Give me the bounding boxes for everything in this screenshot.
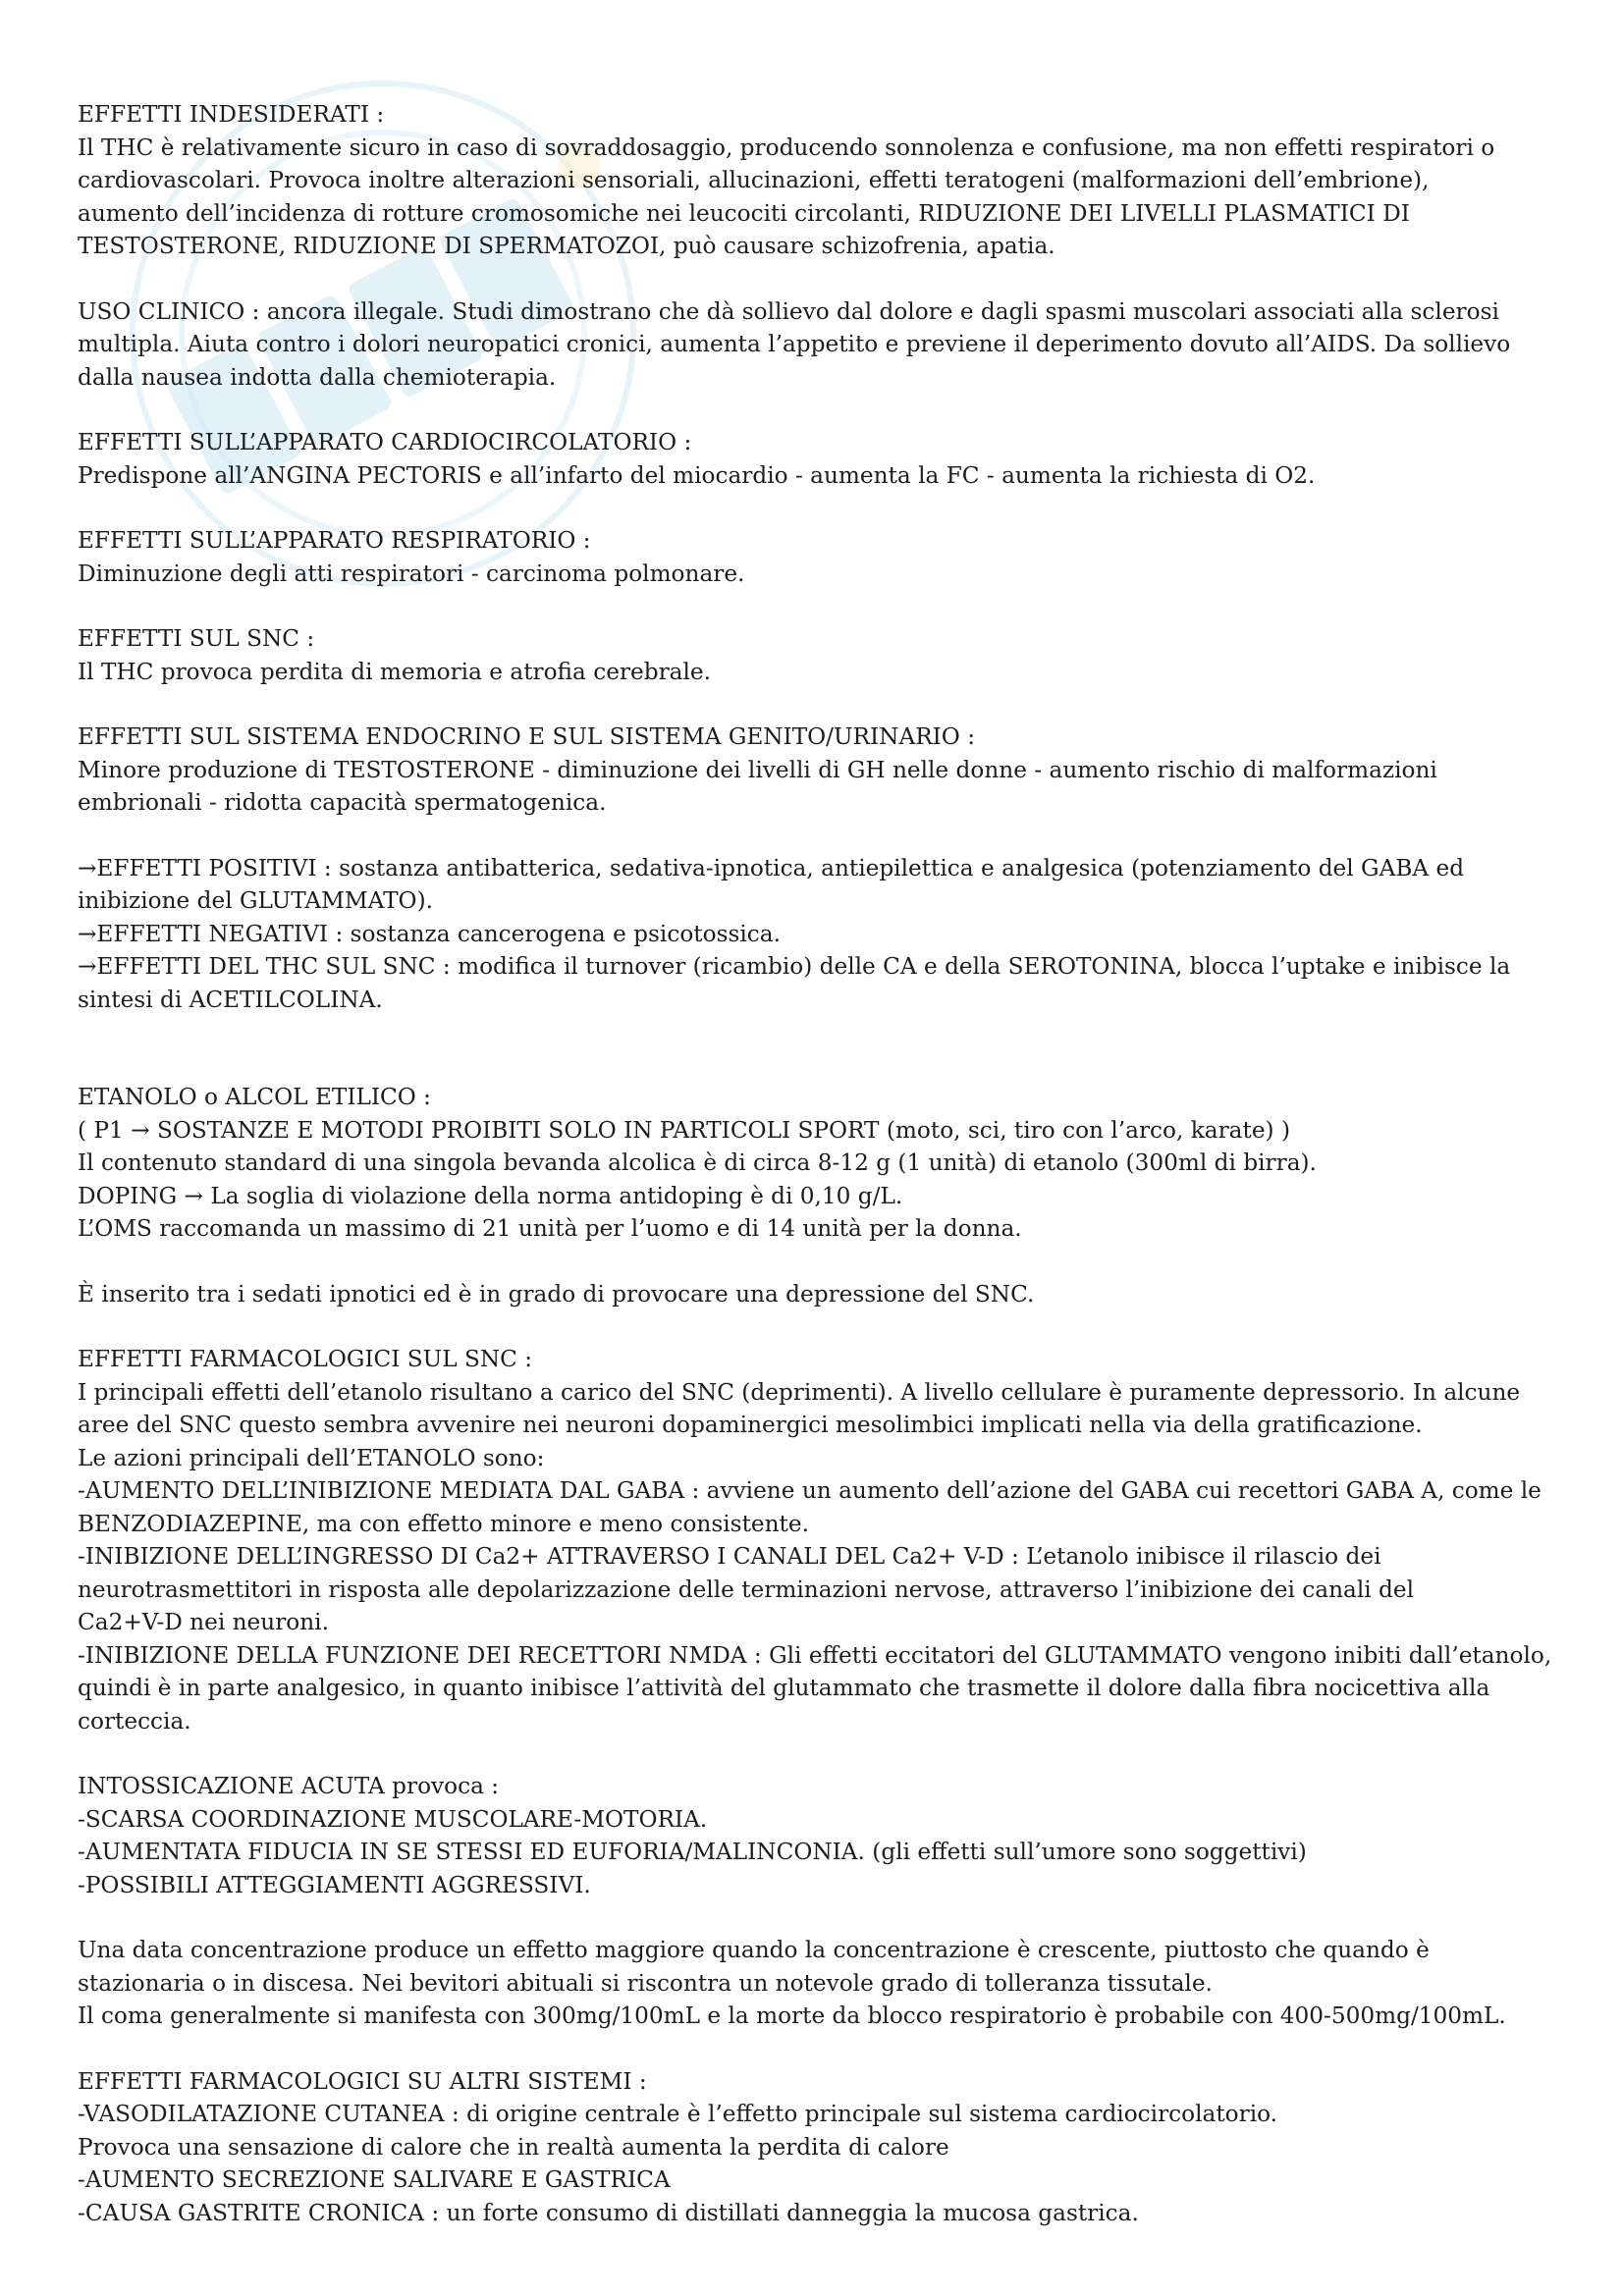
paragraph-line: corteccia. [78,1707,191,1735]
paragraph-line: TESTOSTERONE, RIDUZIONE DI SPERMATOZOI, può causare schizofrenia, apatia. [78,233,1055,259]
paragraph-line: cardiovascolari. Provoca inoltre alterazioni sensoriali, allucinazioni, effetti teratogeni (malformazioni dell’embrione), [78,167,1430,193]
paragraph-line: -INIBIZIONE DELLA FUNZIONE DEI RECETTORI NMDA : Gli effetti eccitatori del GLUTAMMATO vengono inibiti dall’etanolo, [78,1641,1552,1669]
paragraph-line: È inserito tra i sedati ipnotici ed è in grado di provocare una depressione del SNC. [78,1280,1035,1308]
paragraph-line: stazionaria o in discesa. Nei bevitori abituali si riscontra un notevole grado di tolleranza tissutale. [78,1969,1213,1997]
heading-acute-intoxication: INTOSSICAZIONE ACUTA provoca : [78,1773,500,1799]
paragraph-line: Minore produzione di TESTOSTERONE - diminuzione dei livelli di GH nelle donne - aumento rischio di malformazioni [78,756,1437,783]
paragraph-line: sintesi di ACETILCOLINA. [78,986,383,1013]
paragraph-line: neurotrasmettitori in risposta alle depolarizzazione delle terminazioni nervose, attraverso l’inibizione dei canali del [78,1575,1415,1603]
heading-endocrine-effects: EFFETTI SUL SISTEMA ENDOCRINO E SUL SISTEMA GENITO/URINARIO : [78,723,976,750]
paragraph-line: multipla. Aiuta contro i dolori neuropatici cronici, aumenta l’appetito e previene il deperimento dovuto all’AIDS. Da sollievo [78,331,1511,357]
heading-ethanol-snc-effects: EFFETTI FARMACOLOGICI SUL SNC : [78,1346,533,1372]
heading-snc-effects: EFFETTI SUL SNC : [78,625,315,652]
paragraph-line: Ca2+V-D nei neuroni. [78,1609,329,1635]
paragraph-line: Il coma generalmente si manifesta con 300mg/100mL e la morte da blocco respiratorio è probabile con 400-500mg/100mL. [78,2002,1506,2029]
paragraph-line: Predispone all’ANGINA PECTORIS e all’infarto del miocardio - aumenta la FC - aumenta la richiesta di O2. [78,461,1316,489]
heading-cardio-effects: EFFETTI SULL’APPARATO CARDIOCIRCOLATORIO : [78,429,692,455]
paragraph-line: -VASODILATAZIONE CUTANEA : di origine centrale è l’effetto principale sul sistema cardiocircolatorio. [78,2101,1278,2127]
paragraph-line: quindi è in parte analgesico, in quanto inibisce l’attività del glutammato che trasmette il dolore dalla fibra nocicettiva alla [78,1675,1490,1701]
paragraph-line: dalla nausea indotta dalla chemioterapia. [78,363,557,391]
paragraph-line: Una data concentrazione produce un effetto maggiore quando la concentrazione è crescente, piuttosto che quando è [78,1937,1430,1963]
paragraph-line: -CAUSA GASTRITE CRONICA : un forte consumo di distillati danneggia la mucosa gastrica. [78,2199,1139,2226]
paragraph-line: Il THC è relativamente sicuro in caso di sovraddosaggio, producendo sonnolenza e confusione, ma non effetti respiratori o [78,133,1495,161]
paragraph-line: embrionali - ridotta capacità spermatogenica. [78,789,607,816]
paragraph-line: Provoca una sensazione di calore che in realtà aumenta la perdita di calore [78,2133,949,2161]
heading-other-systems-effects: EFFETTI FARMACOLOGICI SU ALTRI SISTEMI : [78,2067,647,2095]
paragraph-line: Il contenuto standard di una singola bevanda alcolica è di circa 8-12 g (1 unità) di etanolo (300ml di birra). [78,1149,1317,1176]
heading-ethanol: ETANOLO o ALCOL ETILICO : [78,1084,431,1110]
paragraph-line: aree del SNC questo sembra avvenire nei neuroni dopaminergici mesolimbici implicati nella via della gratificazione. [78,1412,1423,1438]
paragraph-line: BENZODIAZEPINE, ma con effetto minore e meno consistente. [78,1510,809,1537]
paragraph-line: L’OMS raccomanda un massimo di 21 unità per l’uomo e di 14 unità per la donna. [78,1215,1022,1242]
bullet-negative-effects: →EFFETTI NEGATIVI : sostanza cancerogena e psicotossica. [78,920,781,947]
heading-undesired-effects: EFFETTI INDESIDERATI : [78,101,385,128]
paragraph-line: Le azioni principali dell’ETANOLO sono: [78,1444,545,1471]
paragraph-line: -AUMENTO DELL’INIBIZIONE MEDIATA DAL GABA : avviene un aumento dell’azione del GABA cui recettori GABA A, come le [78,1477,1542,1504]
paragraph-line: Diminuzione degli atti respiratori - carcinoma polmonare. [78,560,745,587]
paragraph-line: -SCARSA COORDINAZIONE MUSCOLARE-MOTORIA. [78,1805,708,1833]
paragraph-line: -POSSIBILI ATTEGGIAMENTI AGGRESSIVI. [78,1871,591,1898]
bullet-positive-effects: →EFFETTI POSITIVI : sostanza antibatterica, sedativa-ipnotica, antiepilettica e analgesica (potenziamento del GABA ed [78,854,1465,881]
paragraph-line: ( P1 → SOSTANZE E MOTODI PROIBITI SOLO IN PARTICOLI SPORT (moto, sci, tiro con l’arco, karate) ) [78,1116,1291,1144]
paragraph-line: aumento dell’incidenza di rotture cromosomiche nei leucociti circolanti, RIDUZIONE DEI LIVELLI PLASMATICI DI [78,199,1410,227]
paragraph-line: inibizione del GLUTAMMATO). [78,887,433,914]
paragraph-line-clinical-use: USO CLINICO : ancora illegale. Studi dimostrano che dà sollievo dal dolore e dagli spasmi muscolari associati alla sclerosi [78,297,1499,325]
paragraph-line: -AUMENTATA FIDUCIA IN SE STESSI ED EUFORIA/MALINCONIA. (gli effetti sull’umore sono soggettivi) [78,1839,1307,1865]
document-body [78,98,1550,2229]
paragraph-line: Il THC provoca perdita di memoria e atrofia cerebrale. [78,658,711,685]
heading-respiratory-effects: EFFETTI SULL’APPARATO RESPIRATORIO : [78,527,591,554]
paragraph-line: I principali effetti dell’etanolo risultano a carico del SNC (deprimenti). A livello cellulare è puramente depressorio. In alcune [78,1378,1521,1406]
bullet-thc-snc-effects: →EFFETTI DEL THC SUL SNC : modifica il turnover (ricambio) delle CA e della SEROTONINA, blocca l’uptake e inibisce la [78,953,1511,980]
paragraph-line: DOPING → La soglia di violazione della norma antidoping è di 0,10 g/L. [78,1182,903,1209]
paragraph-line: -AUMENTO SECREZIONE SALIVARE E GASTRICA [78,2166,671,2193]
paragraph-line: -INIBIZIONE DELL’INGRESSO DI Ca2+ ATTRAVERSO I CANALI DEL Ca2+ V-D : L’etanolo inibisce il rilascio dei [78,1543,1381,1570]
